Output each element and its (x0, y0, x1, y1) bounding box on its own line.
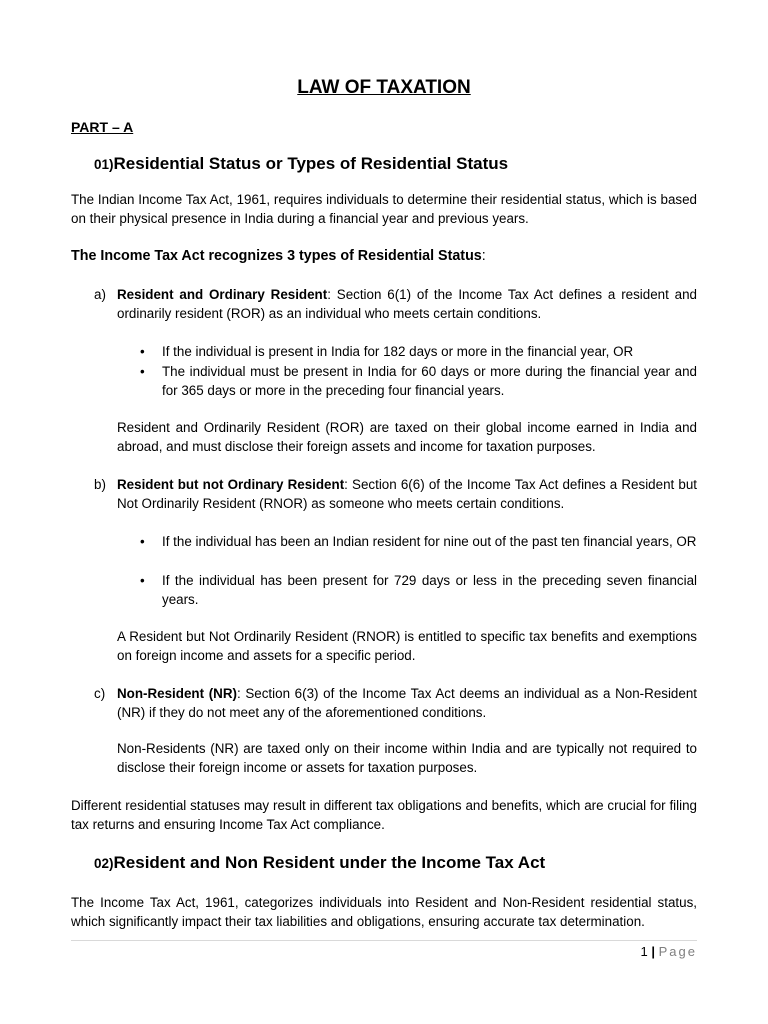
section-1-subheading (71, 247, 486, 266)
page-footer (641, 942, 698, 961)
list-item-body (117, 475, 697, 513)
part-heading: PART – A (71, 119, 134, 135)
bullet-icon: • (140, 364, 145, 379)
item-c-note: Non-Residents (NR) are taxed only on their income within India and are typically not required to disclose their foreign income or assets for taxation purposes. (117, 741, 697, 775)
bullet-text: If the individual has been an Indian resident for nine out of the past ten financial years, OR (162, 534, 697, 549)
item-b-note: A Resident but Not Ordinarily Resident (RNOR) is entitled to specific tax benefits and exemptions on foreign income and assets for a specific period. (117, 629, 697, 663)
list-item-text: Section 6(6) of the Income Tax Act defines a Resident but Not Ordinarily Resident (RNOR) as someone who meets certain conditions. (117, 477, 698, 511)
bullet-icon: • (140, 534, 145, 549)
bullet-item (140, 532, 697, 551)
list-item-body (117, 684, 697, 722)
section-1-heading-text: Residential Status or Types of Residential Status (113, 154, 509, 173)
bullet-text: The individual must be present in India for 60 days or more during the financial year and for 365 days or more in the preceding four financial years. (162, 364, 697, 398)
list-item-b (94, 475, 697, 513)
bullet-text: If the individual has been present for 729 days or less in the preceding seven financial years. (162, 573, 697, 607)
list-item-c (94, 684, 697, 722)
bullet-text: If the individual is present in India for 182 days or more in the financial year, OR (162, 344, 634, 359)
footer-divider (71, 940, 697, 941)
term-colon: : (236, 686, 241, 701)
bullet-icon: • (140, 573, 145, 588)
section-2-number: 02) (94, 856, 114, 871)
section-1-number: 01) (94, 157, 114, 172)
list-marker: c) (94, 686, 106, 701)
list-item-term: Resident but not Ordinary Resident (117, 477, 345, 492)
section-2-heading (94, 852, 545, 875)
bullet-icon: • (140, 344, 145, 359)
list-item-text: Section 6(1) of the Income Tax Act defines a resident and ordinarily resident (ROR) as an individual who meets certain conditions. (117, 287, 697, 321)
footer-separator: | (651, 944, 655, 959)
list-item-text: Section 6(3) of the Income Tax Act deems an individual as a Non-Resident (NR) if they do not meet any of the aforementioned conditions. (117, 686, 697, 720)
list-item-term: Resident and Ordinary Resident (117, 287, 328, 302)
list-item-a (94, 285, 697, 323)
page-label: Page (658, 944, 697, 959)
bullet-item (140, 362, 697, 400)
list-marker: a) (94, 287, 106, 302)
term-colon: : (327, 287, 331, 302)
list-marker: b) (94, 477, 106, 492)
list-item-body (117, 285, 697, 323)
section-2-heading-text: Resident and Non Resident under the Income Tax Act (113, 853, 546, 872)
list-item-term: Non-Resident (NR) (117, 686, 237, 701)
section-1-closing: Different residential statuses may result in different tax obligations and benefits, which are crucial for filing tax returns and ensuring Income Tax Act compliance. (71, 798, 697, 832)
subheading-colon: : (481, 248, 486, 264)
term-colon: : (344, 477, 348, 492)
subheading-text: The Income Tax Act recognizes 3 types of Residential Status (71, 248, 482, 264)
section-1-intro: The Indian Income Tax Act, 1961, requires individuals to determine their residential status, which is based on their physical presence in India during a financial year and previous years. (71, 192, 697, 226)
document-title: LAW OF TAXATION (297, 77, 471, 98)
item-a-note: Resident and Ordinarily Resident (ROR) are taxed on their global income earned in India and abroad, and must disclose their foreign assets and income for taxation purposes. (117, 420, 697, 454)
bullet-item (140, 342, 697, 361)
bullet-item (140, 571, 697, 609)
page-number: 1 (640, 944, 648, 959)
section-2-intro: The Income Tax Act, 1961, categorizes individuals into Resident and Non-Resident residential status, which significantly impact their tax liabilities and obligations, ensuring accurate tax determination. (71, 895, 697, 929)
section-1-heading (94, 153, 508, 176)
